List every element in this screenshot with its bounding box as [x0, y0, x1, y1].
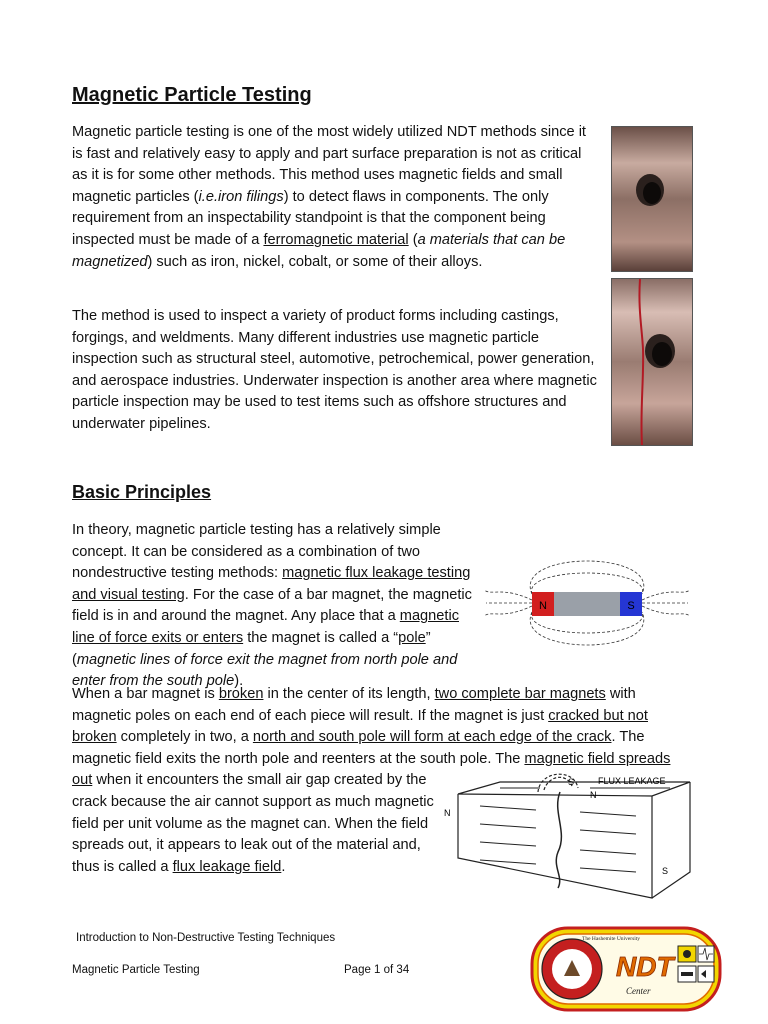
section-title-basic-principles: Basic Principles [72, 482, 212, 502]
intro-italic-1: i.e.iron filings [198, 188, 284, 205]
broken-text-4: completely in two, a [116, 729, 253, 746]
flux-n-top-label: N [590, 790, 597, 801]
basic-text-2: . For the case of a bar magnet, the magnetic field is in and around the magnet. Any place that a [72, 586, 472, 625]
broken-text-5: . The magnetic field exits the north pole and reenters at the south pole. The [72, 729, 645, 767]
bar-magnet-diagram [482, 556, 692, 652]
pipe-photo-indication [611, 278, 693, 446]
broken-magnet-paragraph [72, 684, 692, 900]
applications-paragraph: The method is used to inspect a variety of product forms including castings, forgings, and weldments. Many different industries use magnetic particle inspection such as structural steel, automotive, petrochemical, power generation, and aerospace industries. Underwater inspection is another area where magnetic particle inspection may be used to test items such as offshore structures and underwater pipelines. [72, 308, 597, 432]
flux-s-top-label: S [568, 777, 575, 788]
flux-leakage-field-link[interactable]: flux leakage field [172, 858, 282, 875]
logo-university: The Hashemite University [582, 936, 641, 942]
north-pole-label: N [539, 600, 547, 612]
ferromagnetic-link[interactable]: ferromagnetic material [263, 231, 409, 248]
page-title: Magnetic Particle Testing [72, 84, 312, 106]
flux-s-right-label: S [662, 866, 669, 877]
basic-text-4: ” ( [72, 629, 431, 668]
broken-link[interactable]: broken [218, 686, 264, 702]
intro-paragraph [72, 122, 600, 273]
poles-at-crack-link[interactable]: north and south pole will form at each edge of the crack [252, 729, 612, 746]
logo-ndt: NDT [616, 951, 674, 982]
footer-page-number: Page 1 of 34 [344, 964, 410, 976]
broken-text-3: with magnetic poles on each end of each piece will result. If the magnet is just [72, 686, 636, 724]
basic-principles-paragraph [72, 520, 692, 693]
pipe-photo-before [611, 126, 693, 272]
flux-leakage-label: FLUX LEAKAGE [598, 776, 666, 787]
flux-n-left-label: N [444, 808, 451, 819]
basic-text-1: In theory, magnetic particle testing has a relatively simple concept. It can be considered as a combination of two nondestructive testing methods: [72, 522, 441, 582]
basic-text-3: the magnet is called a “ [243, 629, 399, 646]
intro-text-4: ) such as iron, nickel, cobalt, or some of their alloys. [147, 253, 483, 270]
broken-text-1: When a bar magnet is [72, 686, 219, 702]
broken-text-2: in the center of its length, [263, 686, 435, 702]
cracked-link[interactable]: cracked but not broken [72, 707, 648, 746]
ndt-center-logo [530, 926, 722, 1012]
broken-text-6: when it encounters the small air gap created by the crack because the air cannot support as much magnetic field per unit volume as the magnet can. When the field spreads out, it appears to leak out of the material and, thus is called a [72, 772, 434, 875]
intro-text-1: Magnetic particle testing is one of the most widely utilized NDT methods since it is fast and relatively easy to apply and part surface preparation is not as critical as it is for some other methods. This method uses magnetic fields and small magnetic particles ( [72, 124, 586, 205]
line-of-force-link[interactable]: magnetic line of force exits or enters [72, 608, 459, 646]
intro-italic-2: a materials that can be magnetized [72, 231, 566, 270]
field-spreads-link[interactable]: magnetic field spreads out [72, 750, 671, 789]
south-pole-label: S [627, 600, 635, 612]
logo-center: Center [626, 986, 651, 996]
intro-text-3: ( [408, 231, 418, 248]
basic-italic: magnetic lines of force exit the magnet from north pole and enter from the south pole [72, 651, 458, 690]
footer-section: Magnetic Particle Testing [72, 964, 200, 976]
broken-text-7: . [281, 858, 286, 875]
pole-link[interactable]: pole [398, 629, 426, 646]
flux-leakage-visual-link[interactable]: magnetic flux leakage testing and visual testing [72, 565, 471, 603]
two-magnets-link[interactable]: two complete bar magnets [434, 686, 606, 702]
flux-leakage-diagram [440, 772, 692, 900]
intro-text-2: ) to detect flaws in components. The only requirement from an inspectability standpoint is that the component being inspected must be made of a [72, 188, 549, 248]
basic-text-5: ). [234, 673, 244, 690]
footer-course-title: Introduction to Non-Destructive Testing Techniques [76, 932, 336, 944]
